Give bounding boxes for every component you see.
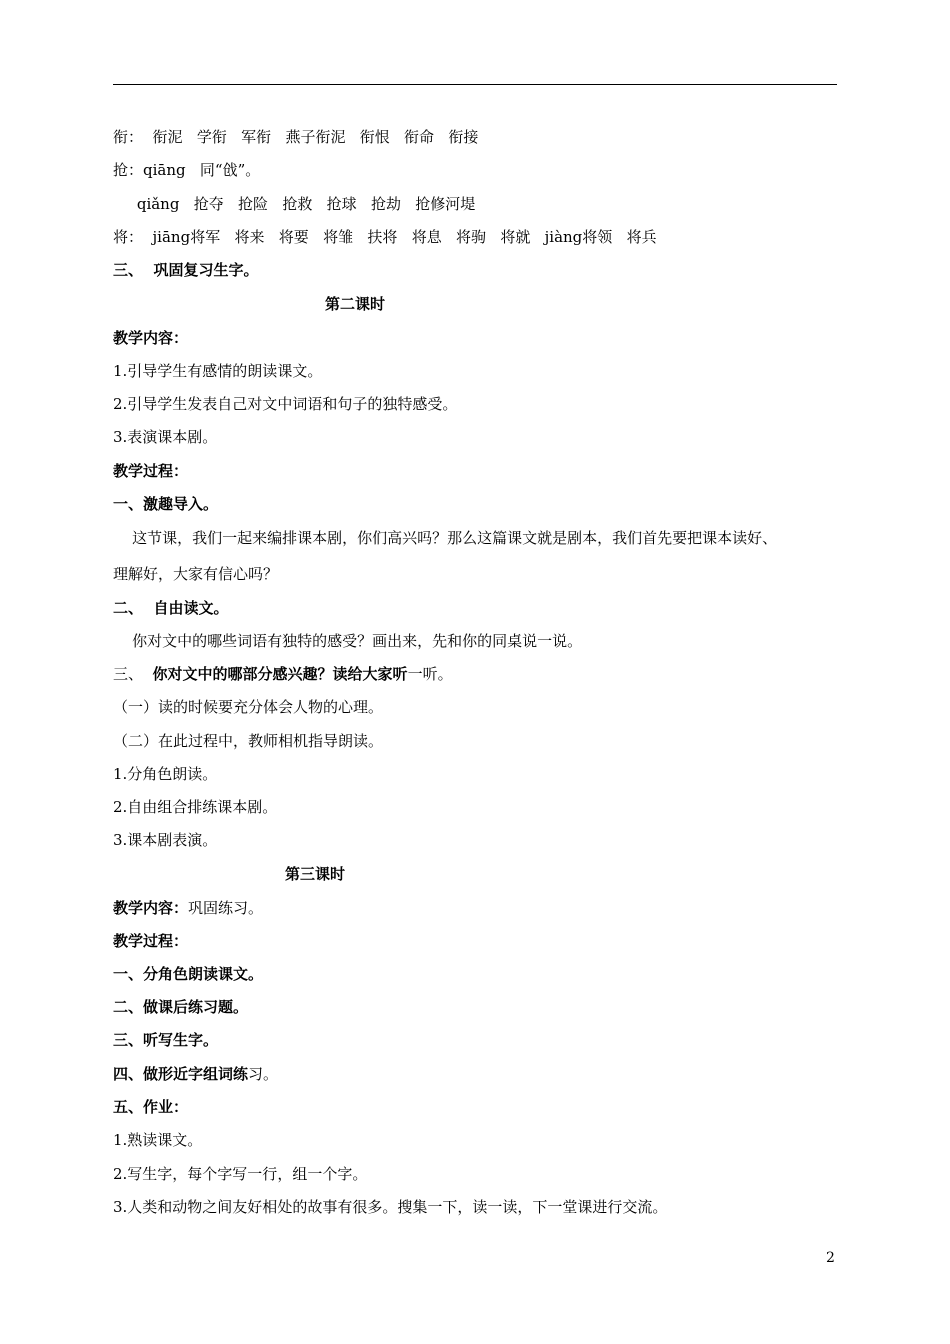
content-label: 教学内容： — [113, 899, 189, 917]
step-heading: 一、激趣导入。 — [113, 495, 219, 513]
vocab-line-qiang-2: qiǎng 抢夺 抢险 抢救 抢球 抢劫 抢修河堤 — [113, 195, 476, 213]
list-item: 2.自由组合排练课本剧。 — [113, 798, 278, 816]
list-item: 2.引导学生发表自己对文中词语和句子的独特感受。 — [113, 395, 458, 413]
section-heading: 三、 巩固复习生字。 — [113, 261, 259, 279]
step-number: 三、 — [113, 665, 153, 683]
paragraph-line: 这节课，我们一起来编排课本剧，你们高兴吗？那么这篇课文就是剧本，我们首先要把课本读好、 — [113, 529, 778, 547]
step-heading: 二、 自由读文。 — [113, 599, 229, 617]
list-item: 3.人类和动物之间友好相处的故事有很多。搜集一下，读一读，下一堂课进行交流。 — [113, 1198, 668, 1216]
list-item: （二）在此过程中，教师相机指导朗读。 — [113, 732, 384, 750]
vocab-line-xian: 衔： 衔泥 学衔 军衔 燕子衔泥 衔恨 衔命 衔接 — [113, 128, 479, 146]
list-item: 3.表演课本剧。 — [113, 428, 218, 446]
list-item: （一）读的时候要充分体会人物的心理。 — [113, 698, 384, 716]
step-text-bold: 你对文中的哪部分感兴趣？读给大家听 — [152, 665, 408, 683]
lesson-title-2: 第二课时 — [324, 295, 385, 313]
paragraph-line: 理解好，大家有信心吗？ — [113, 565, 279, 583]
step-text-tail: 习。 — [248, 1065, 279, 1083]
vocab-line-qiang-1: 抢：qiāng 同“戗”。 — [113, 161, 261, 179]
step-text-tail: 一听。 — [407, 665, 453, 683]
list-item: 1.熟读课文。 — [113, 1131, 203, 1149]
paragraph-line: 你对文中的哪些词语有独特的感受？画出来，先和你的同桌说一说。 — [113, 632, 583, 650]
step-heading — [113, 1064, 278, 1084]
step-text-bold: 四、做形近字组词练 — [113, 1065, 249, 1083]
list-item: 1.引导学生有感情的朗读课文。 — [113, 362, 323, 380]
list-item: 1.分角色朗读。 — [113, 765, 218, 783]
content-line — [113, 898, 263, 918]
vocab-line-jiang: 将： jiāng将军 将来 将要 将雏 扶将 将息 将驹 将就 jiàng将领 将兵 — [113, 228, 657, 246]
step-heading: 二、做课后练习题。 — [113, 998, 249, 1016]
list-item: 3.课本剧表演。 — [113, 831, 218, 849]
content-value: 巩固练习。 — [188, 899, 264, 917]
homework-heading: 五、作业： — [113, 1098, 189, 1116]
content-heading: 教学内容： — [113, 329, 189, 347]
header-rule — [113, 84, 837, 85]
process-heading: 教学过程： — [113, 932, 189, 950]
step-heading: 三、听写生字。 — [113, 1031, 219, 1049]
list-item: 2.写生字，每个字写一行，组一个字。 — [113, 1165, 368, 1183]
page-number: 2 — [826, 1250, 835, 1266]
step-heading: 一、分角色朗读课文。 — [113, 965, 264, 983]
step-heading — [113, 664, 453, 684]
lesson-title-3: 第三课时 — [284, 865, 345, 883]
process-heading: 教学过程： — [113, 462, 189, 480]
